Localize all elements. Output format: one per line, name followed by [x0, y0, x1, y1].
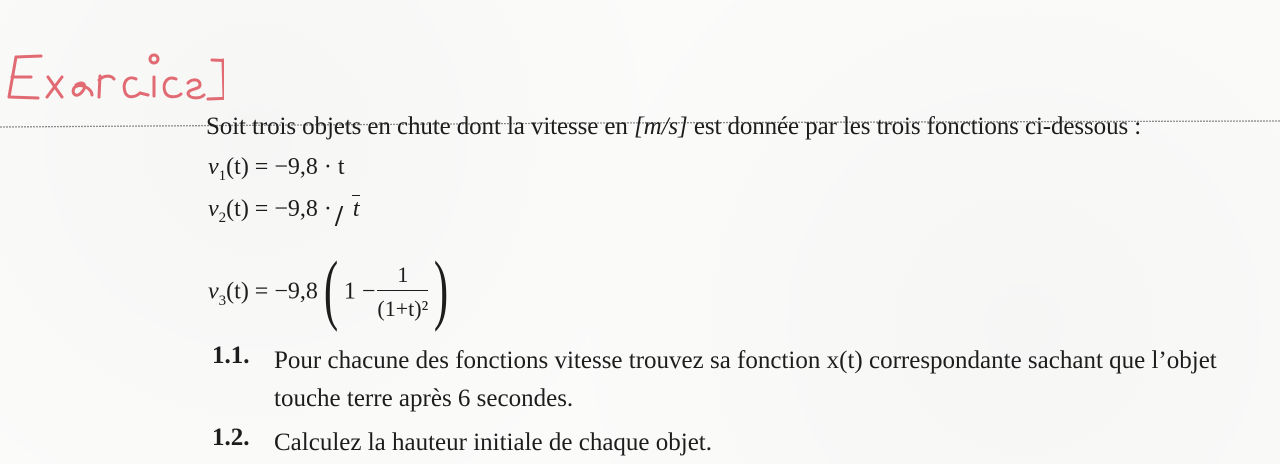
eq3-subscript: 3 — [218, 292, 227, 309]
question-1-2-text: Calculez la hauteur initiale de chaque objet. — [274, 429, 713, 456]
eq3-rhs: (t) = −9,8 — [226, 278, 318, 305]
eq2-subscript: 2 — [218, 210, 227, 226]
eq1-rhs: (t) = −9,8 · t — [226, 154, 345, 180]
eq1-variable: v — [208, 154, 219, 180]
intro-before: Soit trois objets en chute dont la vitesse en — [206, 113, 634, 140]
eq3-fraction — [377, 261, 428, 325]
sqrt-symbol — [338, 196, 360, 223]
velocity-equation-1 — [208, 154, 345, 184]
question-1-1-text: Pour chacune des fonctions vitesse trouvez sa fonction x(t) correspondante sachant que l’objet touche terre après 6 secondes. — [274, 347, 1217, 412]
handwritten-title — [4, 42, 224, 112]
intro-sentence — [206, 113, 1141, 141]
velocity-equation-2 — [208, 196, 360, 226]
right-parenthesis: ) — [434, 245, 449, 332]
velocity-equation-3 — [208, 245, 454, 332]
question-1-2-number: 1.2. — [212, 424, 250, 451]
velocity-unit: [m/s] — [633, 113, 688, 140]
eq2-variable: v — [208, 196, 219, 222]
eq3-numerator: 1 — [377, 261, 428, 291]
intro-after: est donnée par les trois fonctions ci-dessous : — [687, 113, 1142, 140]
question-1-1-number: 1.1. — [212, 342, 250, 369]
eq1-subscript: 1 — [218, 168, 227, 184]
left-parenthesis: ( — [323, 245, 339, 332]
eq3-variable: v — [208, 278, 219, 305]
eq3-denominator: (1+t)² — [377, 296, 429, 321]
eq2-radicand: t — [352, 196, 360, 222]
eq2-rhs: (t) = −9,8 · — [226, 196, 338, 222]
eq3-one-minus: 1 − — [343, 278, 376, 305]
